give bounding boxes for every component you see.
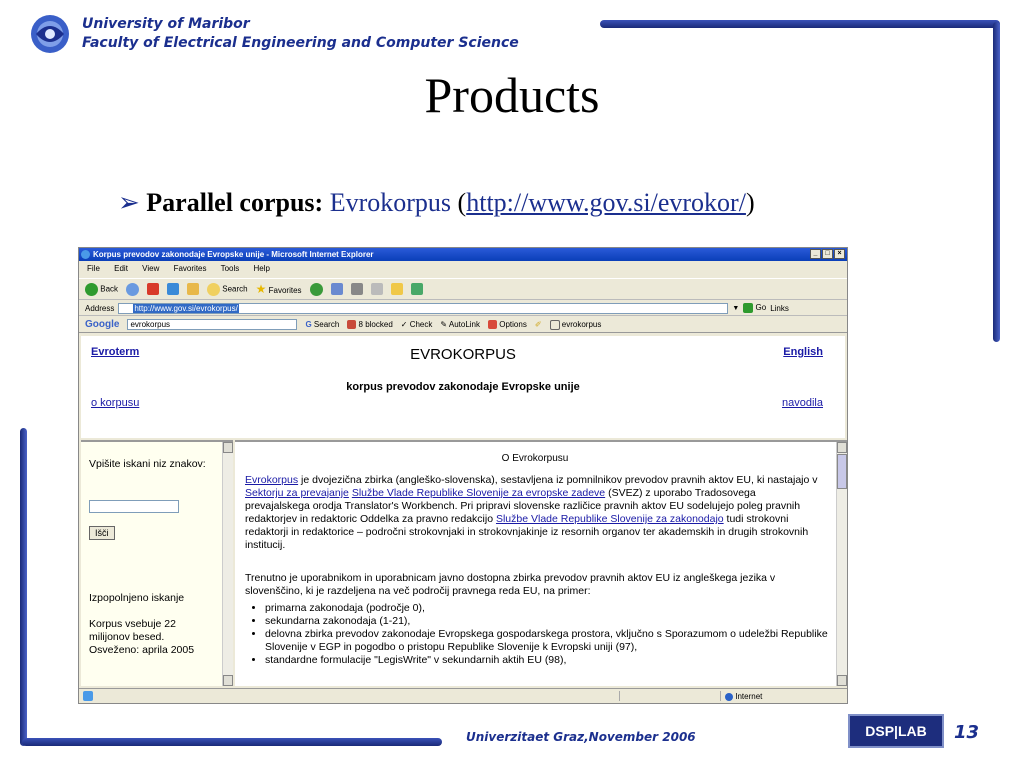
maximize-icon[interactable]: □ [822, 249, 833, 259]
university-name: University of Maribor [82, 16, 250, 32]
refresh-icon[interactable] [167, 283, 179, 295]
edit-icon[interactable] [371, 283, 383, 295]
menu-bar [79, 262, 847, 276]
right-scrollbar[interactable] [836, 442, 847, 686]
address-value: http://www.gov.si/evrokorpus/ [134, 303, 238, 313]
internet-zone: Internet [725, 689, 762, 704]
bullet-url-link[interactable]: http://www.gov.si/evrokor/ [466, 188, 746, 217]
list-item: • sekundarna zakonodaja (1-21), [265, 615, 840, 628]
status-bar [79, 688, 847, 704]
menu-help[interactable]: Help [253, 264, 270, 273]
scroll-up-arrow-icon[interactable] [223, 442, 233, 453]
menu-file[interactable]: File [87, 264, 100, 273]
top-rule [600, 20, 1000, 28]
window-title: Korpus prevodov zakonodaje Evropske unije - Microsoft Internet Explorer [93, 250, 374, 259]
window-controls [810, 249, 845, 259]
page-subheading: korpus prevodov zakonodaje Evropske unije [346, 381, 580, 393]
popup-blocker-icon [347, 320, 356, 329]
translation-sector-link[interactable]: Sektorju za prevajanje [245, 487, 349, 499]
scroll-down-arrow-icon[interactable] [837, 675, 847, 686]
browser-titlebar [79, 248, 847, 261]
history-icon[interactable] [310, 283, 323, 296]
bullet-close-paren: ) [745, 188, 755, 217]
go-button[interactable]: Go [743, 303, 766, 313]
university-logo [28, 12, 72, 56]
dsp-lab-logo: DSP|LAB [848, 714, 944, 748]
google-toolbar [79, 317, 847, 333]
about-link[interactable]: o korpusu [91, 397, 140, 409]
about-title: O Evrokorpusu [501, 453, 569, 464]
globe-icon [725, 693, 733, 701]
left-scrollbar[interactable] [222, 442, 233, 686]
search-text-input[interactable] [89, 500, 179, 513]
google-brand[interactable]: Google [85, 319, 120, 330]
home-icon[interactable] [187, 283, 199, 295]
search-prompt: Vpišite iskani niz znakov: [89, 458, 206, 470]
english-link[interactable]: English [783, 346, 823, 358]
bottom-rule [22, 738, 442, 746]
highlight-icon[interactable]: ✐ [534, 320, 542, 329]
footer-text: Univerzitaet Graz,November 2006 [466, 730, 696, 744]
back-button[interactable]: Back [85, 283, 118, 296]
links-label[interactable]: Links [770, 303, 789, 313]
corpus-stats: Korpus vsebuje 22 milijonov besed. Osveženo: aprila 2005 [89, 618, 195, 656]
stop-icon[interactable] [147, 283, 159, 295]
left-rule [20, 428, 27, 746]
page-status-icon [83, 691, 93, 701]
faculty-name: Faculty of Electrical Engineering and Computer Science [82, 35, 519, 51]
list-item: • primarna zakonodaja (področje 0), [265, 602, 840, 615]
about-paragraph-2: Trenutno je uporabnikom in uporabnicam javno dostopna zbirka prevodov pravnih aktov EU iz angleškega jezika v slovenščino, ki je razdeljena na več področij pravnega reda EU, na primer: [245, 572, 776, 597]
spellcheck-icon: ✓ [400, 320, 408, 329]
evroterm-link[interactable]: Evroterm [91, 346, 140, 358]
minimize-icon[interactable]: _ [810, 249, 821, 259]
popup-blocker-button[interactable]: 8 blocked [347, 320, 392, 329]
spell-check-button[interactable]: ✓ Check [400, 320, 433, 329]
scroll-up-arrow-icon[interactable] [837, 442, 847, 453]
about-paragraph-1 [245, 474, 820, 552]
menu-tools[interactable]: Tools [220, 264, 240, 273]
address-bar [79, 301, 847, 316]
status-panels [619, 691, 721, 701]
search-frame [81, 440, 233, 686]
term-icon [550, 320, 560, 330]
folder-icon[interactable] [391, 283, 403, 295]
arrow-bullet-icon: ➢ [118, 188, 140, 217]
address-label: Address [85, 303, 115, 313]
address-input[interactable] [118, 303, 728, 314]
google-search-input[interactable]: evrokorpus [127, 319, 297, 330]
search-button[interactable]: Search [207, 283, 248, 296]
mail-icon[interactable] [331, 283, 343, 295]
slide-title: Products [424, 67, 600, 123]
options-icon [488, 320, 497, 329]
back-arrow-icon [85, 283, 98, 296]
autolink-button[interactable]: ✎ AutoLink [440, 320, 481, 329]
ie-icon [81, 250, 90, 259]
p1-text-4: tudi strokovni redaktorji in redaktorice – področni strokovnjaki in strokovnjakinje iz resornih organov ter akademskih in drugih strokovnih institucij. [245, 513, 809, 551]
bullet-parallel-corpus [118, 188, 755, 218]
address-dropdown-icon[interactable]: ▼ [732, 304, 740, 312]
google-search-button[interactable]: G Search [305, 320, 340, 329]
bullet-name: Evrokorpus [329, 188, 452, 217]
page-heading: EVROKORPUS [410, 346, 516, 363]
content-frame [235, 440, 847, 686]
bullet-open-paren: ( [457, 188, 467, 217]
page-number: 13 [954, 722, 980, 743]
menu-view[interactable]: View [142, 264, 160, 273]
messenger-icon[interactable] [411, 283, 423, 295]
bullet-label: Parallel corpus: [146, 188, 324, 217]
svez-link[interactable]: Službe Vlade Republike Slovenije za evropske zadeve [351, 487, 606, 499]
search-term-button[interactable]: evrokorpus [550, 320, 602, 330]
options-button[interactable]: Options [488, 320, 527, 329]
close-icon[interactable]: × [834, 249, 845, 259]
standard-toolbar [79, 278, 847, 300]
scroll-thumb[interactable] [837, 454, 847, 489]
page-header-frame [81, 336, 845, 438]
advanced-search-link[interactable]: Izpopolnjeno iskanje [89, 592, 185, 604]
autolink-icon: ✎ [440, 320, 448, 329]
area-list [245, 602, 840, 667]
legislation-office-link[interactable]: Službe Vlade Republike Slovenije za zakonodajo [495, 513, 724, 525]
favorites-button[interactable]: ★ Favorites [255, 282, 302, 296]
go-arrow-icon [743, 303, 753, 313]
star-icon: ★ [255, 282, 267, 296]
list-item: • delovna zbirka prevodov zakonodaje Evropskega gospodarskega prostora, vključno s Sporazumom o udeležbi Republike Slovenije v EGP in pogodbo o pristopu Republike Slovenije k Evropski uniji (97), [265, 628, 840, 654]
evrokorpus-link[interactable]: Evrokorpus [245, 474, 299, 486]
list-item: • standardne formulacije "LegisWrite" v sekundarnih aktih EU (98), [265, 654, 840, 667]
menu-favorites[interactable]: Favorites [173, 264, 207, 273]
forward-arrow-icon[interactable] [126, 283, 139, 296]
help-link[interactable]: navodila [782, 397, 823, 409]
google-g-icon: G [305, 320, 312, 329]
browser-window [78, 247, 848, 704]
search-icon [207, 283, 220, 296]
menu-edit[interactable]: Edit [114, 264, 128, 273]
scroll-down-arrow-icon[interactable] [223, 675, 233, 686]
p1-text-3: (SVEZ) z uporabo Tradosovega prevajalskega orodja Translator's Workbench. Pri pripravi slovenske različice pravnih aktov EU sodelujejo poleg pravnih redaktorjev in redaktoric Oddelka za pravno redakcijo [245, 487, 801, 525]
search-submit-button[interactable]: Išči [89, 526, 115, 540]
p1-text-1: je dvojezična zbirka (angleško-slovenska), sestavljena iz pomnilnikov prevodov pravnih aktov EU, ki nastajajo v [298, 474, 818, 486]
print-icon[interactable] [351, 283, 363, 295]
